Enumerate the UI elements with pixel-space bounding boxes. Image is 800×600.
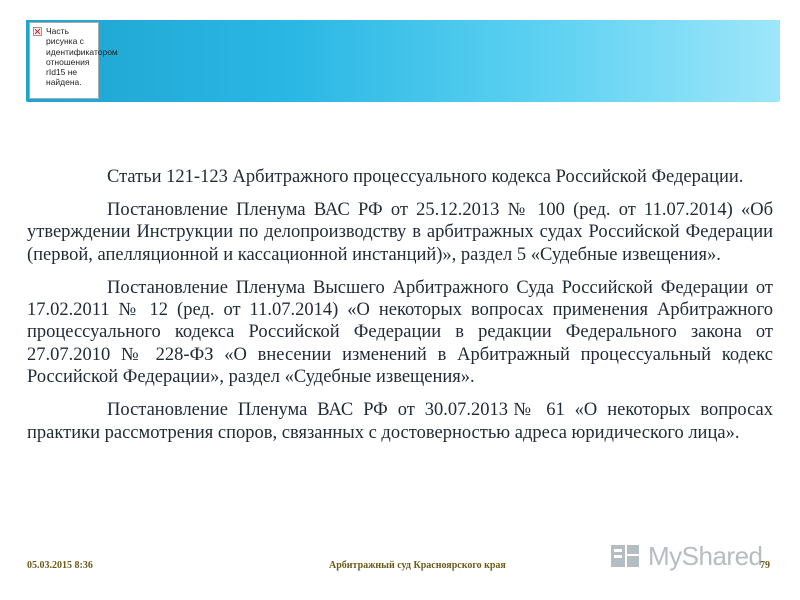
header-banner <box>26 20 780 102</box>
footer-date: 05.03.2015 8:36 <box>27 560 93 571</box>
paragraph-resolution-100: Постановление Пленума ВАС РФ от 25.12.2013 № 100 (ред. от 11.07.2014) «Об утверждении Инструкции по делопроизводству в арбитражных судах Российской Федерации (первой, апелляционной и кассационной инстанций)», раздел 5 «Судебные извещения». <box>27 199 773 265</box>
paragraph-articles: Статьи 121-123 Арбитражного процессуального кодекса Российской Федерации. <box>107 167 744 187</box>
slide-body <box>27 166 773 454</box>
watermark-logo <box>608 536 778 576</box>
footer-page-number: 79 <box>760 560 770 571</box>
paragraph-resolution-12: Постановление Пленума Высшего Арбитражного Суда Российской Федерации от 17.02.2011 № 12 (ред. от 11.07.2014) «О некоторых вопросах применения Арбитражного процессуального кодекса Российской Федерации в редакции Федерального закона от 27.07.2010 № 228-ФЗ «О внесении изменений в Арбитражный процессуальный кодекс Российской Федерации», раздел «Судебные извещения». <box>27 277 773 388</box>
broken-image-placeholder <box>29 22 118 99</box>
footer-organization: Арбитражный суд Красноярского края <box>329 560 506 571</box>
watermark-text: MyShared <box>648 540 763 571</box>
broken-image-icon <box>33 27 42 36</box>
broken-image-alt-text: Часть рисунка с идентификатором отношения rId15 не найдена. <box>46 26 118 88</box>
watermark-icon <box>608 539 642 573</box>
paragraph-resolution-61: Постановление Пленума ВАС РФ от 30.07.2013№ 61 «О некоторых вопросах практики рассмотрения споров, связанных с достоверностью адреса юридического лица». <box>27 400 773 443</box>
